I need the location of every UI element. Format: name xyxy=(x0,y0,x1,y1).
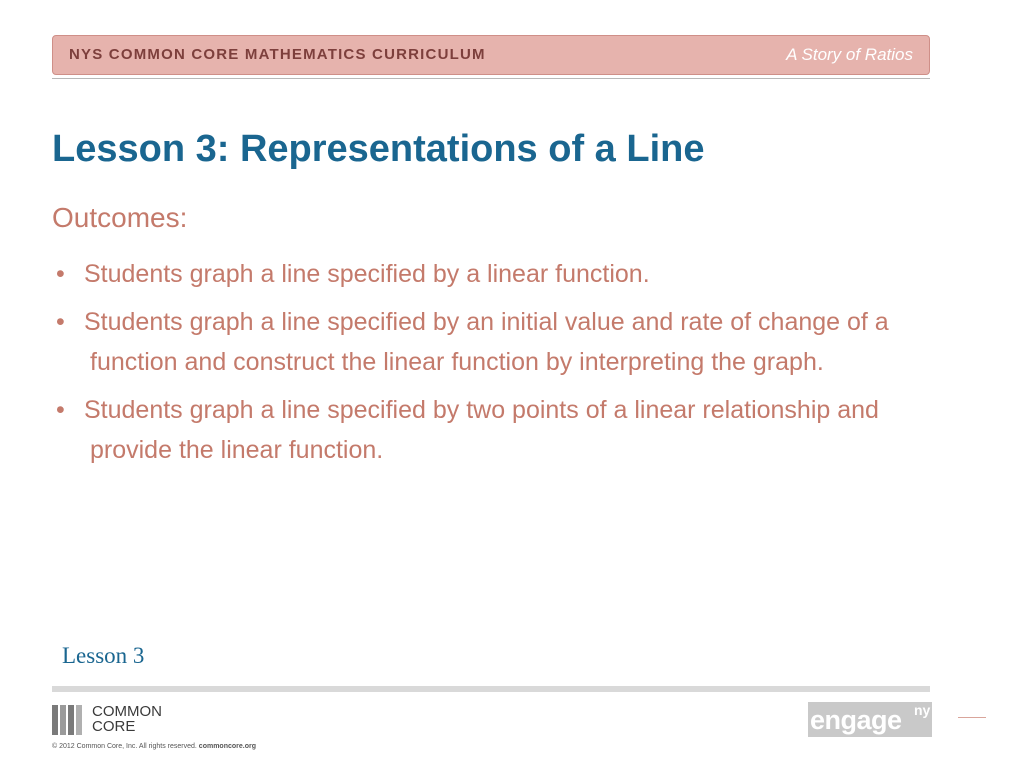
footer-lesson-label: Lesson 3 xyxy=(62,643,145,668)
outcome-text: Students graph a line specified by an initial value and rate of change of a function and construct the linear function by interpreting the graph. xyxy=(84,307,889,376)
common-core-line1: COMMON xyxy=(92,703,162,720)
header-banner xyxy=(52,35,930,75)
bullet-icon: • xyxy=(56,307,65,336)
outcome-item xyxy=(56,254,936,295)
copyright-notice xyxy=(52,743,256,750)
outcome-item xyxy=(56,302,936,383)
outcome-text: Students graph a line specified by two points of a linear relationship and provide the linear function. xyxy=(84,395,879,464)
logo-bar xyxy=(68,705,74,735)
logo-bar xyxy=(76,705,82,735)
common-core-logo-icon xyxy=(52,705,182,737)
common-core-line2: CORE xyxy=(92,718,136,735)
outcome-item xyxy=(56,390,936,471)
copyright-site: commoncore.org xyxy=(198,743,256,750)
engage-wordmark: engage xyxy=(810,705,902,735)
engage-ny-superscript: ny xyxy=(914,702,931,718)
common-core-wordmark xyxy=(92,704,162,734)
footer-divider xyxy=(52,686,930,692)
outcome-text: Students graph a line specified by a linear function. xyxy=(84,260,650,288)
bullet-icon: • xyxy=(56,260,65,288)
curriculum-title: NYS COMMON CORE MATHEMATICS CURRICULUM xyxy=(69,46,486,63)
story-label: A Story of Ratios xyxy=(786,45,913,64)
outcomes-list xyxy=(56,254,936,478)
copyright-text: © 2012 Common Core, Inc. All rights reserved. xyxy=(52,743,197,750)
bullet-icon: • xyxy=(56,395,65,424)
corner-divider xyxy=(958,717,986,718)
lesson-title: Lesson 3: Representations of a Line xyxy=(52,128,705,170)
engage-ny-logo-icon xyxy=(808,702,932,737)
logo-bar xyxy=(60,705,66,735)
logo-bar xyxy=(52,705,58,735)
header-divider xyxy=(52,78,930,79)
outcomes-heading: Outcomes: xyxy=(52,202,188,233)
